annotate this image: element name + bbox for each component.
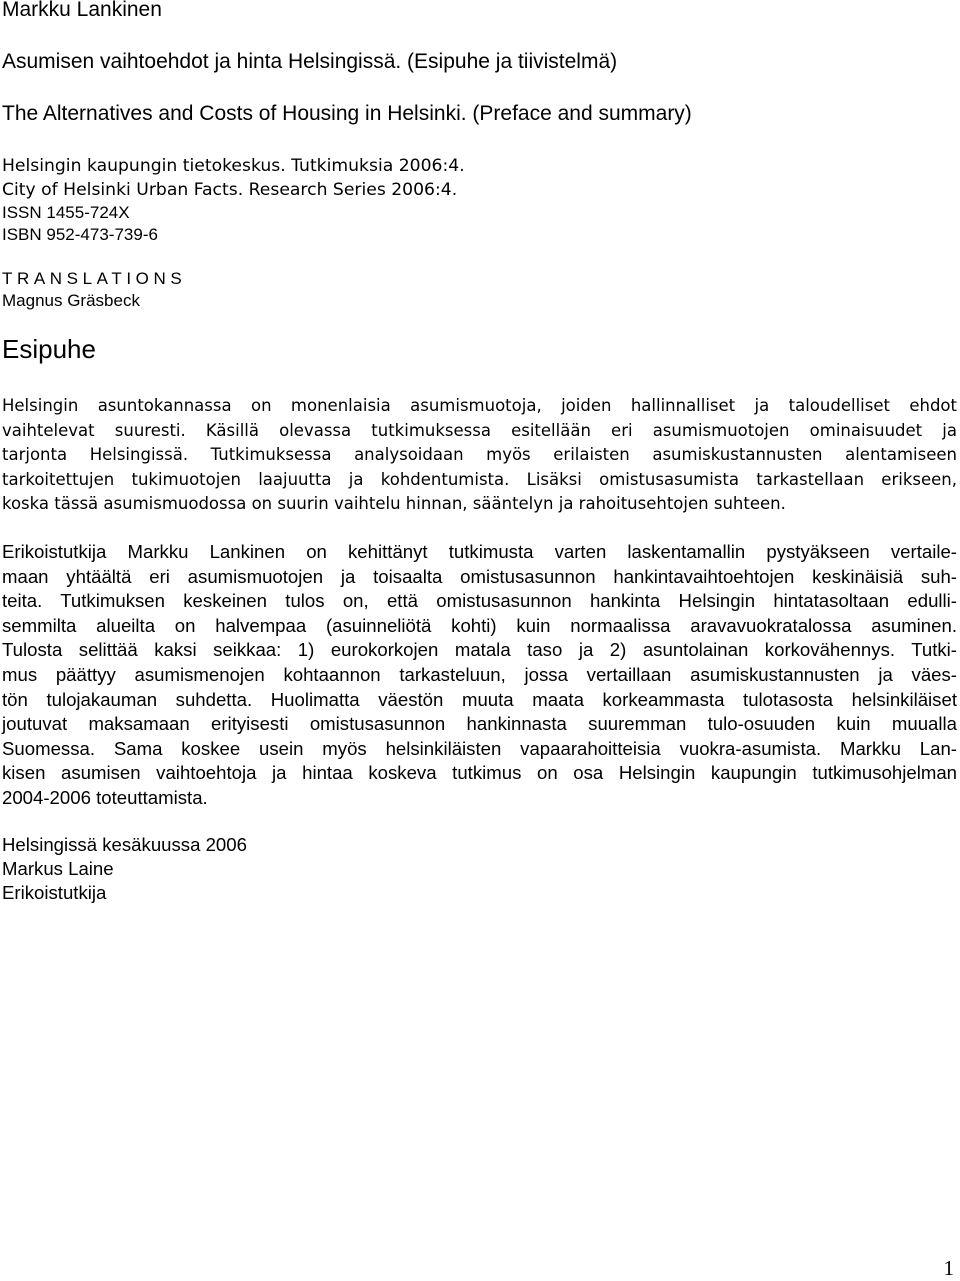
isbn: ISBN 952-473-739-6 xyxy=(2,225,158,244)
series-english: City of Helsinki Urban Facts. Research Series 2006:4. xyxy=(2,180,458,200)
paragraph-line: teita. Tutkimuksen keskeinen tulos on, että omistusasunnon hankinta Helsingin hintatasoltaan edulli- xyxy=(2,590,957,612)
paragraph-2 xyxy=(2,540,957,811)
signature-place-date: Helsingissä kesäkuussa 2006 xyxy=(2,834,247,855)
issn: ISSN 1455-724X xyxy=(2,203,130,222)
translator-name: Magnus Gräsbeck xyxy=(2,291,140,310)
translations-label: TRANSLATIONS xyxy=(2,269,187,288)
paragraph-line: semmilta alueilta on halvempaa (asuinneliötä kohti) kuin normaalissa aravavuokratalossa asuminen. xyxy=(2,614,957,636)
paragraph-line: kisen asumisen vaihtoehtoja ja hintaa koskeva tutkimus on osa Helsingin kaupungin tutkimusohjelman xyxy=(2,762,957,784)
paragraph-line: Erikoistutkija Markku Lankinen on kehittänyt tutkimusta varten laskentamallin pystyäkseen vertaile- xyxy=(2,541,957,562)
signature-role: Erikoistutkija xyxy=(2,882,107,903)
title-finnish: Asumisen vaihtoehdot ja hinta Helsingissä. (Esipuhe ja tiivistelmä) xyxy=(2,50,618,73)
page-number: 1 xyxy=(943,1256,954,1280)
paragraph-1 xyxy=(2,394,957,517)
paragraph-line: Tulosta selittää kaksi seikkaa: 1) eurokorkojen matala taso ja 2) asuntolainan korkovähennys. Tutki- xyxy=(2,639,957,661)
paragraph-line: mus päättyy asumismenojen kohtaannon tarkasteluun, jossa vertaillaan asumiskustannusten ja väes- xyxy=(2,663,957,685)
paragraph-line: tön tulojakauman suhdetta. Huolimatta väestön muuta maata korkeammasta tulotasosta helsinkiläiset xyxy=(2,688,957,710)
paragraph-line: tarjonta Helsingissä. Tutkimuksessa analysoidaan myös erilaisten asumiskustannusten alentamiseen xyxy=(2,445,957,465)
paragraph-line: maan yhtäältä eri asumismuotojen ja toisaalta omistusasunnon hankintavaihtoehtojen keskinäisiä suh- xyxy=(2,565,957,587)
section-title: Esipuhe xyxy=(2,334,96,364)
author-name: Markku Lankinen xyxy=(2,0,162,21)
paragraph-line: joutuvat maksamaan erityisesti omistusasunnon hankinnasta suuremman tulo-osuuden kuin muualla xyxy=(2,713,957,735)
signature-name: Markus Laine xyxy=(2,858,114,879)
paragraph-line: tarkoitettujen tukimuotojen laajuutta ja kohdentumista. Lisäksi omistusasumista tarkastellaan erikseen, xyxy=(2,469,957,489)
paragraph-line: Helsingin asuntokannassa on monenlaisia asumismuotoja, joiden hallinnalliset ja taloudelliset ehdot xyxy=(2,396,957,415)
paragraph-line: Suomessa. Sama koskee usein myös helsinkiläisten vapaarahoitteisia vuokra-asumista. Markku Lan- xyxy=(2,737,957,759)
paragraph-line: 2004-2006 toteuttamista. xyxy=(2,786,208,808)
paragraph-line: vaihtelevat suuresti. Käsillä olevassa tutkimuksessa esitellään eri asumismuotojen ominaisuudet ja xyxy=(2,420,957,440)
title-english: The Alternatives and Costs of Housing in Helsinki. (Preface and summary) xyxy=(2,102,692,125)
series-finnish: Helsingin kaupungin tietokeskus. Tutkimuksia 2006:4. xyxy=(2,156,465,176)
paragraph-line: koska tässä asumismuodossa on suurin vaihtelu hinnan, sääntelyn ja rahoitusehtojen suhteen. xyxy=(2,494,786,514)
